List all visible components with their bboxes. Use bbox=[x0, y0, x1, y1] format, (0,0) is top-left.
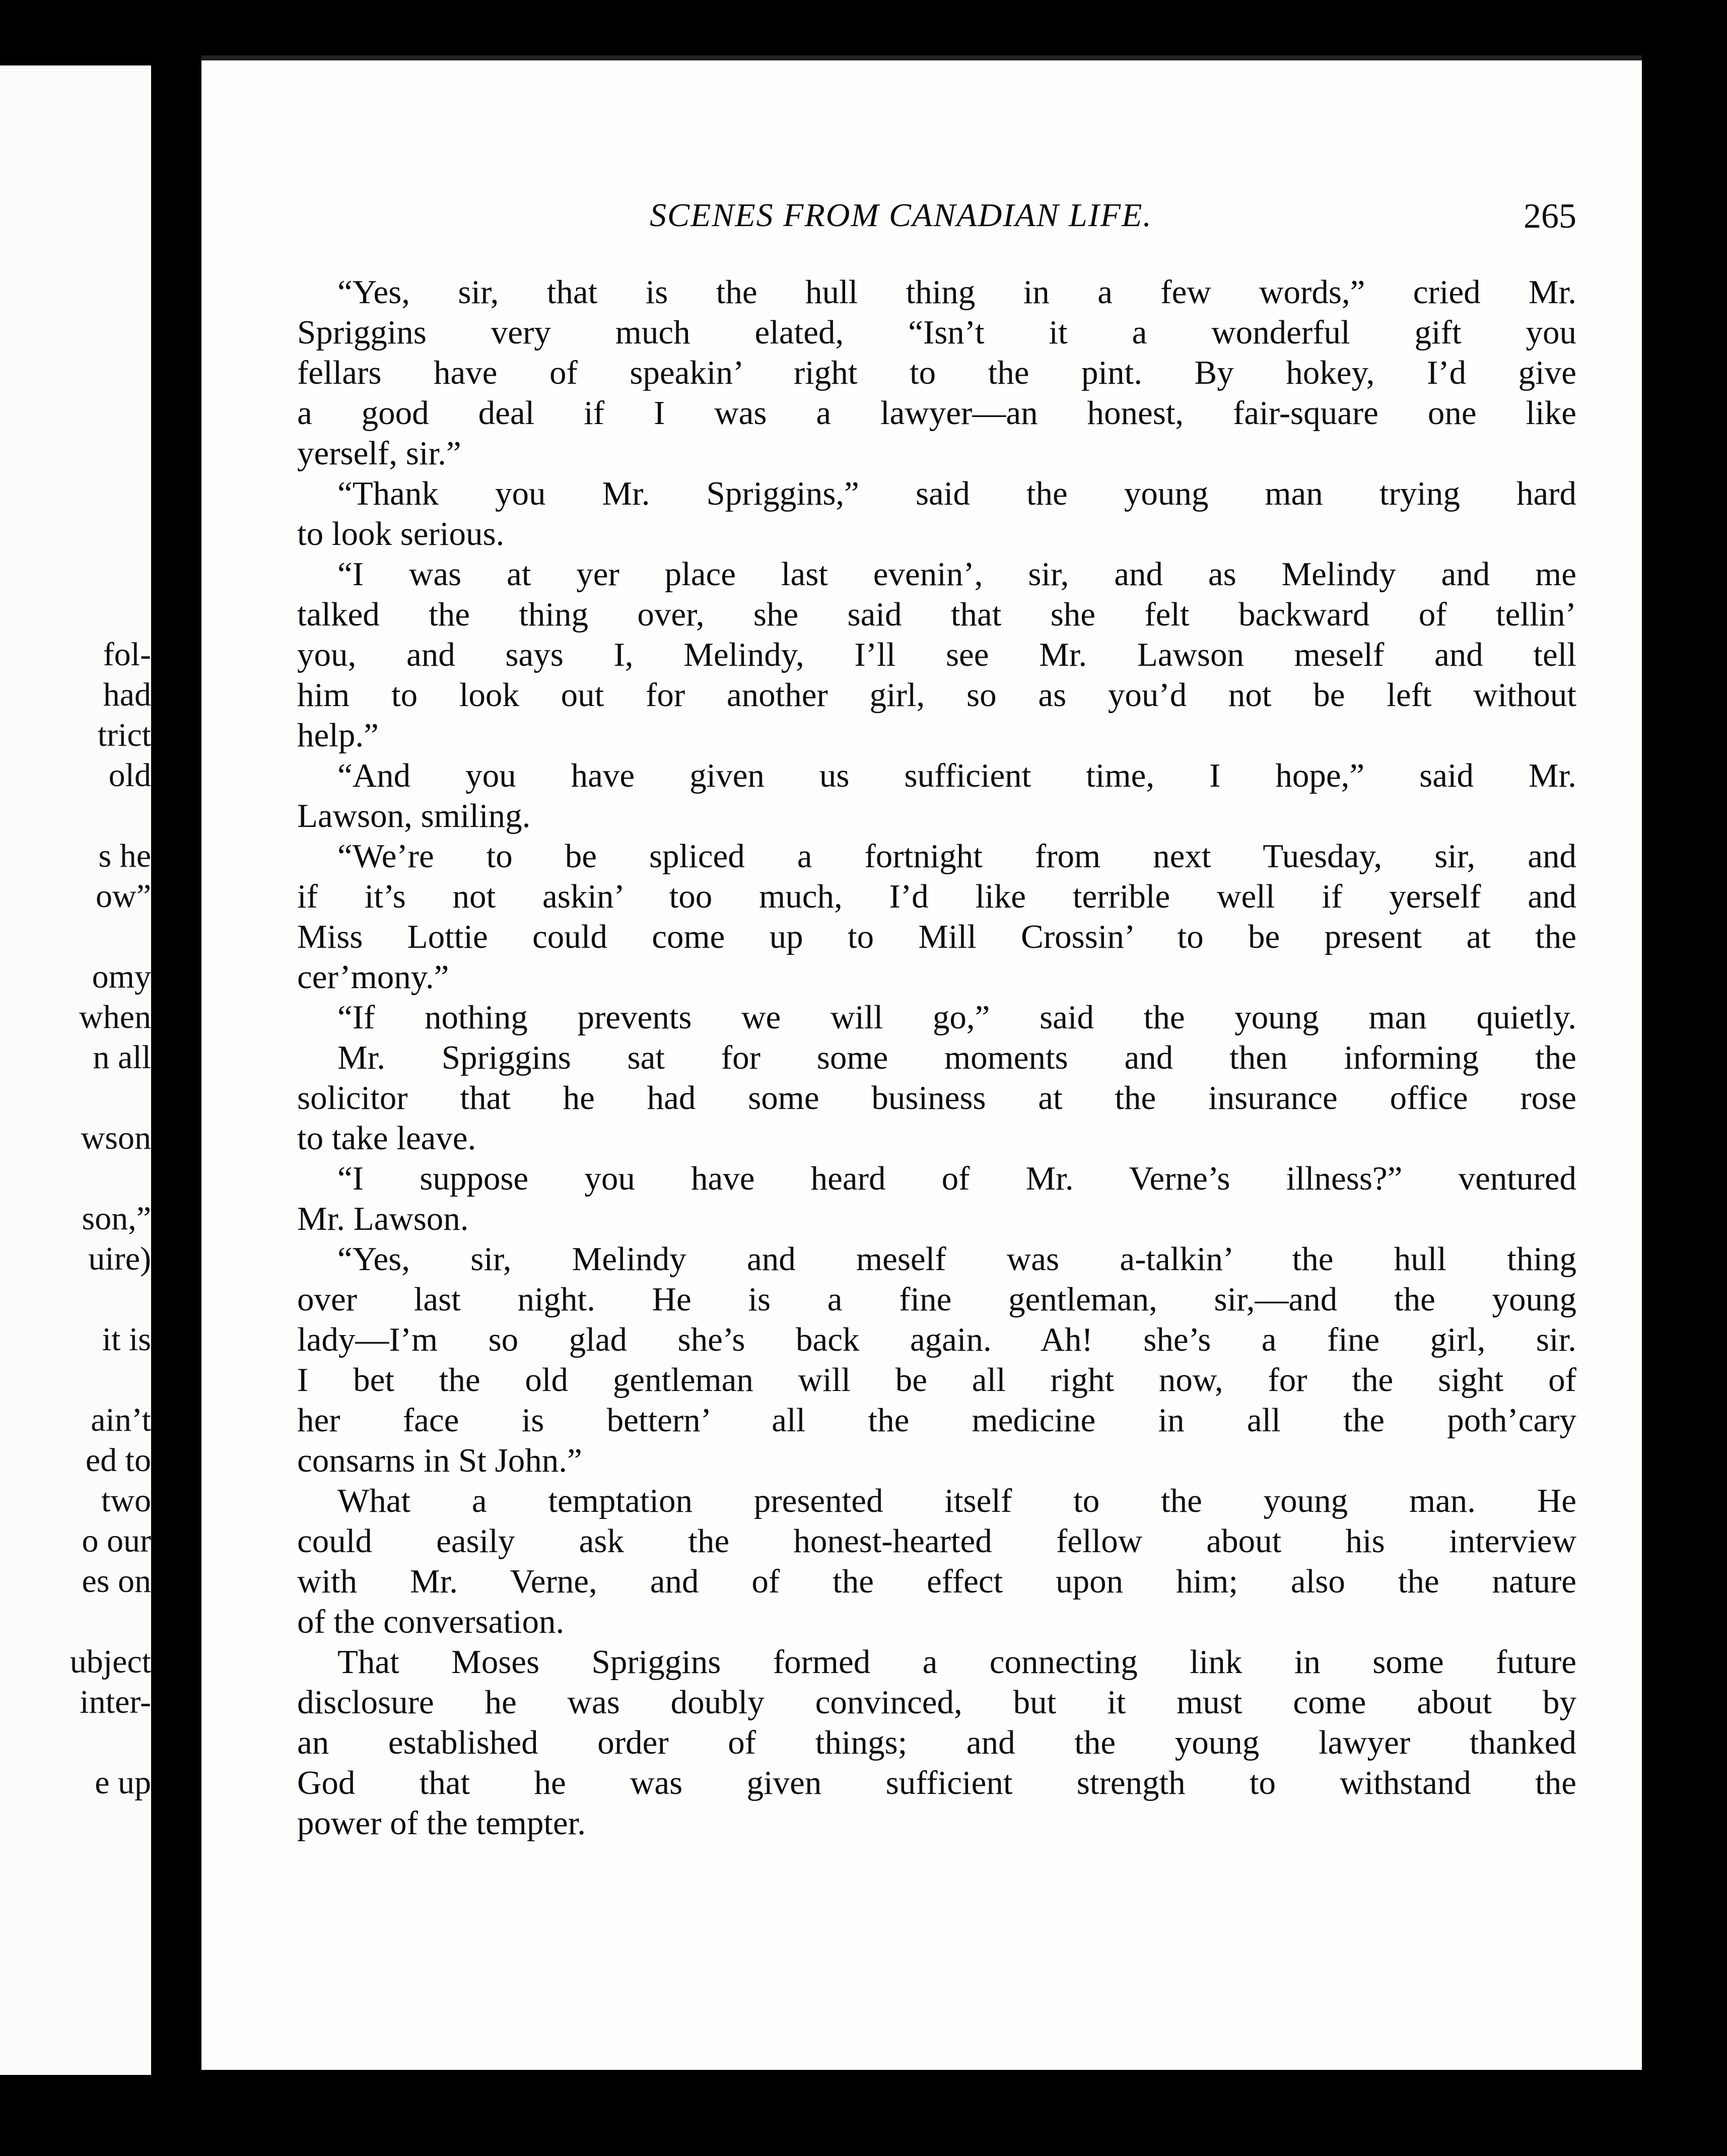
text-line: “Yes, sir, Melindy and meself was a-talkin’ the hull thing bbox=[337, 1240, 1576, 1278]
text-line: with Mr. Verne, and of the effect upon him; also the nature bbox=[297, 1563, 1576, 1600]
text-line: That Moses Spriggins formed a connecting link in some future bbox=[337, 1643, 1576, 1681]
facing-page-fragment: son,” bbox=[82, 1200, 151, 1237]
text-line: power of the tempter. bbox=[297, 1804, 586, 1842]
facing-page-fragment: fol- bbox=[103, 636, 151, 673]
text-line: Mr. Spriggins sat for some moments and then informing the bbox=[337, 1039, 1576, 1076]
text-line: Spriggins very much elated, “Isn’t it a wonderful gift you bbox=[297, 314, 1576, 351]
text-line: him to look out for another girl, so as you’d not be left without bbox=[297, 676, 1576, 714]
text-line: “And you have given us sufficient time, I hope,” said Mr. bbox=[337, 757, 1576, 794]
facing-page-fragment: e up bbox=[95, 1764, 151, 1801]
facing-page-fragment: wson bbox=[81, 1120, 151, 1156]
facing-page-fragment: had bbox=[103, 676, 151, 713]
text-line: an established order of things; and the young lawyer thanked bbox=[297, 1724, 1576, 1761]
text-line: “Thank you Mr. Spriggins,” said the young man trying hard bbox=[337, 475, 1576, 512]
text-line: Miss Lottie could come up to Mill Crossin’ to be present at the bbox=[297, 918, 1576, 955]
text-line: over last night. He is a fine gentleman, sir,—and the young bbox=[297, 1281, 1576, 1318]
text-line: of the conversation. bbox=[297, 1603, 565, 1640]
text-line: to look serious. bbox=[297, 515, 505, 552]
text-line: disclosure he was doubly convinced, but it must come about by bbox=[297, 1684, 1576, 1721]
text-line: cer’mony.” bbox=[297, 958, 449, 996]
text-line: you, and says I, Melindy, I’ll see Mr. Lawson meself and tell bbox=[297, 636, 1576, 673]
text-line: fellars have of speakin’ right to the pint. By hokey, I’d give bbox=[297, 354, 1576, 391]
text-line: I bet the old gentleman will be all right now, for the sight of bbox=[297, 1361, 1576, 1399]
body-text bbox=[297, 272, 1576, 1843]
text-line: lady—I’m so glad she’s back again. Ah! she’s a fine girl, sir. bbox=[297, 1321, 1576, 1358]
facing-page-fragment: s he bbox=[98, 838, 151, 874]
facing-page-fragment: two bbox=[101, 1482, 151, 1519]
book-page bbox=[201, 55, 1642, 2070]
page-number: 265 bbox=[1524, 197, 1576, 236]
text-line: “Yes, sir, that is the hull thing in a few words,” cried Mr. bbox=[337, 273, 1576, 311]
text-line: Mr. Lawson. bbox=[297, 1200, 469, 1237]
text-line: solicitor that he had some business at the insurance office rose bbox=[297, 1079, 1576, 1117]
text-line: talked the thing over, she said that she felt backward of tellin’ bbox=[297, 596, 1576, 633]
text-line: “We’re to be spliced a fortnight from next Tuesday, sir, and bbox=[337, 838, 1576, 875]
running-title: SCENES FROM CANADIAN LIFE. bbox=[650, 197, 1152, 234]
facing-page-margin bbox=[0, 65, 151, 2075]
text-line: “I suppose you have heard of Mr. Verne’s illness?” ventured bbox=[337, 1160, 1576, 1197]
facing-page-fragment: ed to bbox=[85, 1442, 151, 1479]
text-line: if it’s not askin’ too much, I’d like terrible well if yerself and bbox=[297, 878, 1576, 915]
page-body bbox=[297, 196, 1576, 1843]
running-header bbox=[297, 196, 1576, 252]
text-line: consarns in St John.” bbox=[297, 1442, 582, 1479]
text-line: could easily ask the honest-hearted fellow about his interview bbox=[297, 1522, 1576, 1560]
text-line: What a temptation presented itself to the young man. He bbox=[337, 1482, 1576, 1519]
facing-page-fragment: uire) bbox=[88, 1240, 151, 1277]
text-line: “I was at yer place last evenin’, sir, and as Melindy and me bbox=[337, 555, 1576, 593]
facing-page-fragment: ain’t bbox=[91, 1402, 151, 1438]
text-line: God that he was given sufficient strength to withstand the bbox=[297, 1764, 1576, 1801]
facing-page-fragment: trict bbox=[97, 717, 151, 753]
text-line: “If nothing prevents we will go,” said the young man quietly. bbox=[337, 999, 1576, 1036]
text-line: a good deal if I was a lawyer—an honest, fair-square one like bbox=[297, 394, 1576, 432]
text-line: yerself, sir.” bbox=[297, 435, 461, 472]
facing-page-fragment: ow” bbox=[96, 878, 151, 915]
text-line: help.” bbox=[297, 717, 379, 754]
text-line: Lawson, smiling. bbox=[297, 797, 531, 834]
facing-page-fragment: ubject bbox=[70, 1643, 151, 1680]
text-line: her face is bettern’ all the medicine in all the poth’cary bbox=[297, 1402, 1576, 1439]
facing-page-fragment: inter- bbox=[80, 1684, 151, 1720]
facing-page-fragment: it is bbox=[102, 1321, 151, 1358]
facing-page-fragment: old bbox=[108, 757, 151, 794]
facing-page-fragment: es on bbox=[82, 1563, 151, 1599]
facing-page-fragment: n all bbox=[93, 1039, 151, 1076]
facing-page-fragment: o our bbox=[82, 1522, 151, 1559]
facing-page-fragment: when bbox=[79, 999, 151, 1035]
facing-page-fragment: omy bbox=[92, 958, 151, 995]
text-line: to take leave. bbox=[297, 1120, 476, 1157]
